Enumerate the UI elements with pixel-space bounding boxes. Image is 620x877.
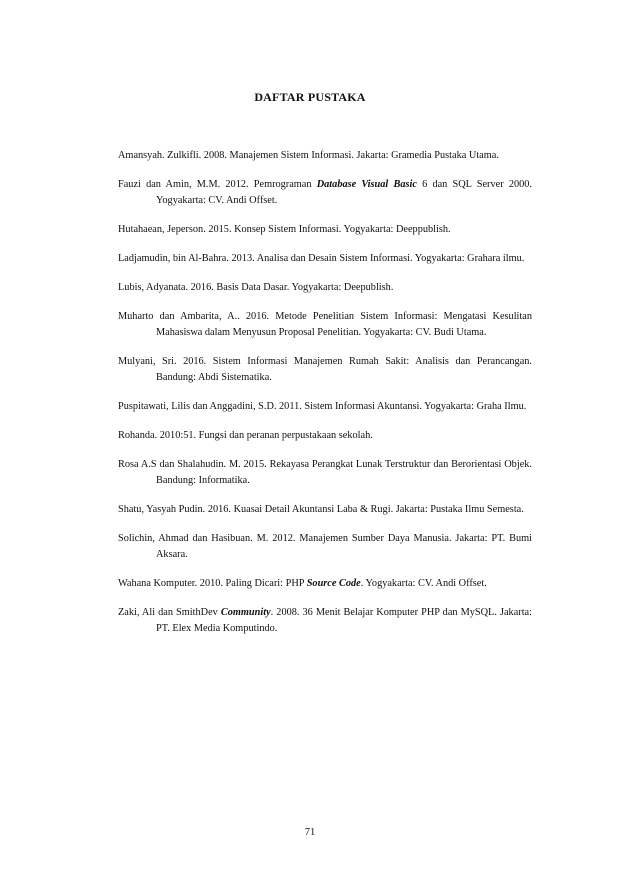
- reference-text: 6 dan SQL Server 2000. Yogyakarta: CV. Andi Offset.: [156, 179, 532, 206]
- reference-entry: [118, 399, 532, 415]
- reference-italic-title: Community: [220, 607, 271, 618]
- reference-text: Zaki, Ali dan SmithDev: [118, 607, 221, 618]
- reference-text: Rosa A.S dan Shalahudin. M. 2015. Rekayasa Perangkat Lunak Terstruktur dan Berorientasi Objek. Bandung: Informatika.: [118, 459, 532, 486]
- reference-text: Lubis, Adyanata. 2016. Basis Data Dasar. Yogyakarta: Deepublish.: [118, 282, 394, 293]
- page-title: DAFTAR PUSTAKA: [254, 90, 366, 104]
- page-number: 71: [304, 827, 316, 838]
- reference-entry: [118, 354, 532, 386]
- reference-entry: [118, 177, 532, 209]
- reference-entry: [118, 502, 532, 518]
- reference-text: Solichin, Ahmad dan Hasibuan. M. 2012. Manajemen Sumber Daya Manusia. Jakarta: PT. Bumi Aksara.: [118, 533, 532, 560]
- reference-list: [118, 148, 532, 650]
- reference-entry: [118, 605, 532, 637]
- reference-entry: [118, 531, 532, 563]
- reference-entry: [118, 280, 532, 296]
- reference-italic-title: Source Code: [306, 578, 361, 589]
- reference-italic-title: Database Visual Basic: [316, 179, 417, 190]
- reference-entry: [118, 148, 532, 164]
- reference-text: Ladjamudin, bin Al-Bahra. 2013. Analisa dan Desain Sistem Informasi. Yogyakarta: Grahara ilmu.: [118, 253, 525, 264]
- reference-text: Rohanda. 2010:51. Fungsi dan peranan perpustakaan sekolah.: [118, 430, 373, 441]
- reference-text: Fauzi dan Amin, M.M. 2012. Pemrograman: [118, 179, 317, 190]
- reference-text: . 2008. 36 Menit Belajar Komputer PHP dan MySQL. Jakarta: PT. Elex Media Komputindo.: [156, 607, 532, 634]
- reference-text: Amansyah. Zulkifli. 2008. Manajemen Sistem Informasi. Jakarta: Gramedia Pustaka Utama.: [118, 150, 499, 161]
- reference-text: Wahana Komputer. 2010. Paling Dicari: PHP: [118, 578, 307, 589]
- reference-entry: [118, 428, 532, 444]
- reference-text: . Yogyakarta: CV. Andi Offset.: [360, 578, 487, 589]
- reference-text: Muharto dan Ambarita, A.. 2016. Metode Penelitian Sistem Informasi: Mengatasi Kesulitan Mahasiswa dalam Menyusun Proposal Penelitian. Yogyakarta: CV. Budi Utama.: [118, 311, 532, 338]
- reference-entry: [118, 576, 532, 592]
- reference-text: Puspitawati, Lilis dan Anggadini, S.D. 2011. Sistem Informasi Akuntansi. Yogyakarta: Graha Ilmu.: [118, 401, 527, 412]
- reference-text: Hutahaean, Jeperson. 2015. Konsep Sistem Informasi. Yogyakarta: Deeppublish.: [118, 224, 451, 235]
- reference-entry: [118, 309, 532, 341]
- reference-entry: [118, 251, 532, 267]
- reference-entry: [118, 222, 532, 238]
- reference-entry: [118, 457, 532, 489]
- reference-text: Mulyani, Sri. 2016. Sistem Informasi Manajemen Rumah Sakit: Analisis dan Perancangan. Bandung: Abdi Sistematika.: [118, 356, 532, 383]
- reference-text: Shatu, Yasyah Pudin. 2016. Kuasai Detail Akuntansi Laba & Rugi. Jakarta: Pustaka Ilmu Semesta.: [118, 504, 524, 515]
